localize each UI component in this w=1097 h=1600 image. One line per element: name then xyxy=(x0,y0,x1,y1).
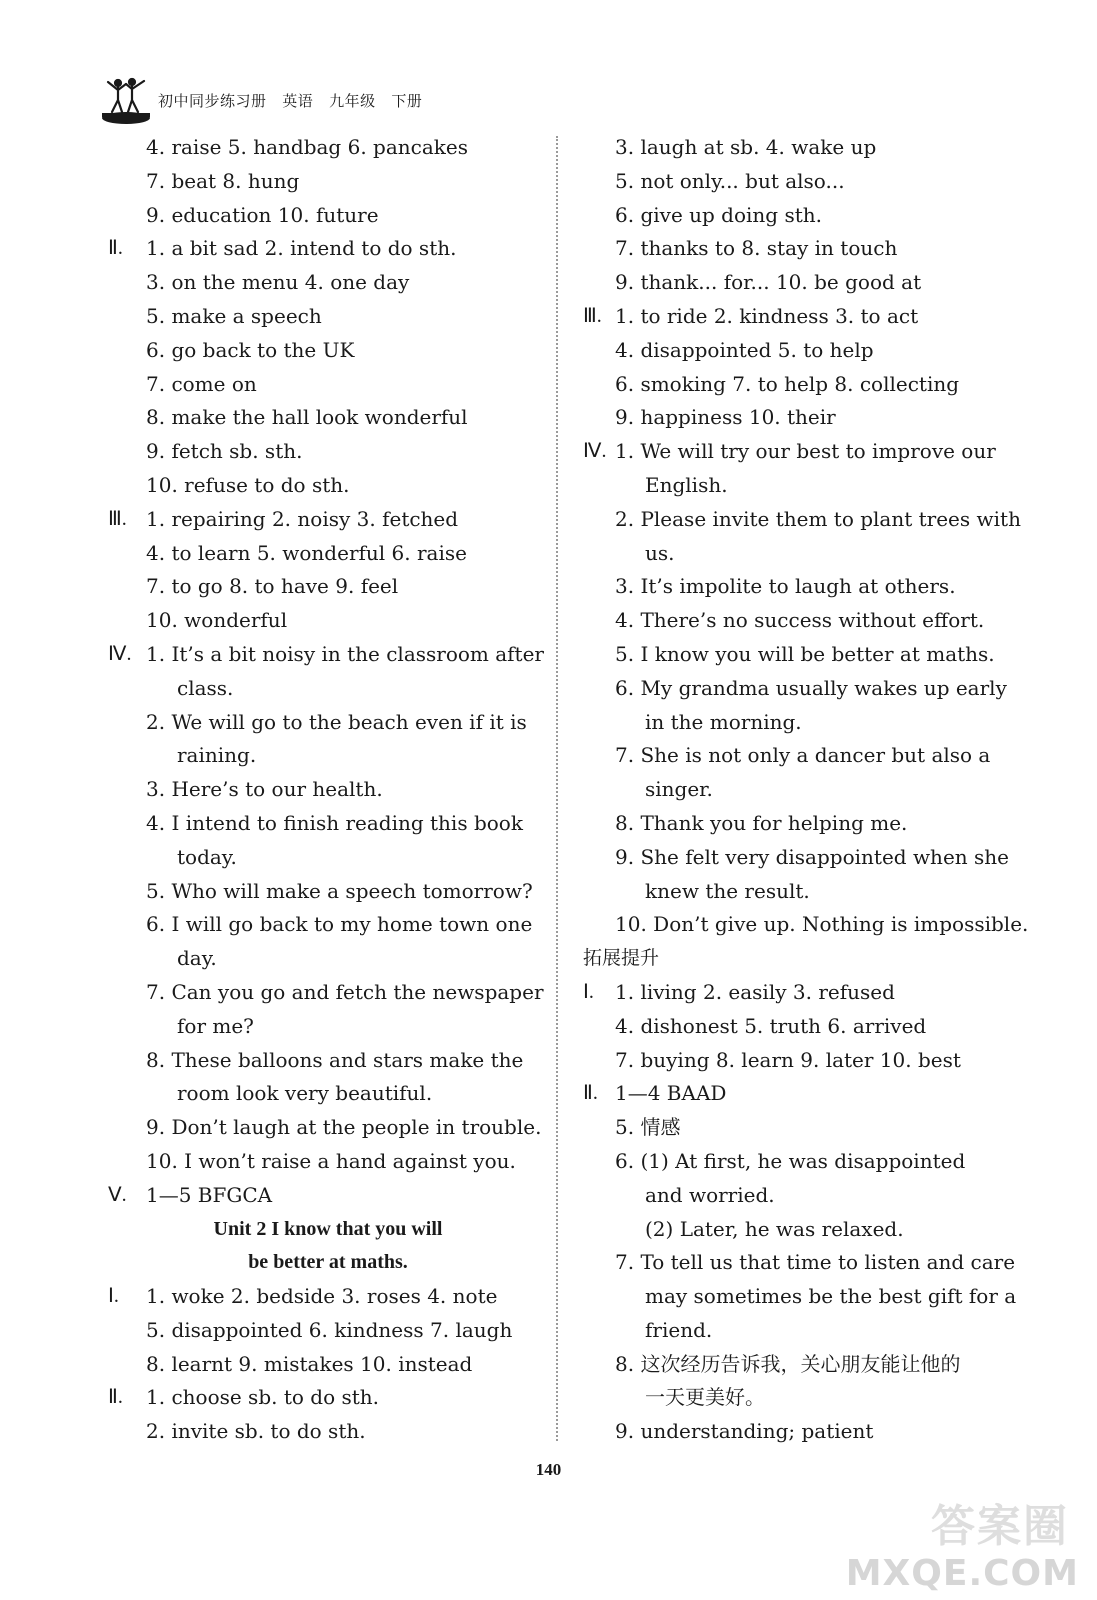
answer-line xyxy=(108,131,548,165)
answer-text: may sometimes be the best gift for a xyxy=(645,1284,1017,1309)
answer-line xyxy=(583,1314,1015,1348)
answer-text: 1—5 BFGCA xyxy=(146,1182,273,1207)
answer-line xyxy=(583,638,1015,672)
answer-text: 1. It’s a bit noisy in the classroom after xyxy=(146,641,544,666)
answer-line xyxy=(108,537,548,571)
answer-text: in the morning. xyxy=(645,709,802,734)
answer-line xyxy=(583,334,1015,368)
answer-text: singer. xyxy=(645,777,713,802)
answer-text: 7. Can you go and fetch the newspaper xyxy=(146,979,544,1004)
section-numeral: Ⅱ. xyxy=(583,1082,598,1105)
section-numeral: Ⅰ. xyxy=(108,1285,119,1308)
answer-line xyxy=(583,1280,1015,1314)
answer-line xyxy=(108,401,548,435)
answer-text: 9. She felt very disappointed when she xyxy=(615,844,1009,869)
answer-line xyxy=(108,232,548,266)
answer-line xyxy=(108,739,548,773)
section-numeral: Ⅰ. xyxy=(583,980,594,1003)
answer-line xyxy=(583,300,1015,334)
answer-text: 7. thanks to 8. stay in touch xyxy=(615,236,898,261)
answer-text: 1. choose sb. to do sth. xyxy=(146,1385,380,1410)
answer-line xyxy=(583,1348,1015,1382)
watermark-url: MXQE.COM xyxy=(845,1553,1079,1594)
answer-line xyxy=(583,131,1015,165)
answer-text: 10. I won’t raise a hand against you. xyxy=(146,1148,516,1173)
answer-text: 7. She is not only a dancer but also a xyxy=(615,743,991,768)
answer-text: 8. learnt 9. mistakes 10. instead xyxy=(146,1351,473,1376)
answer-text: 1. repairing 2. noisy 3. fetched xyxy=(146,506,459,531)
answer-line xyxy=(108,638,548,672)
answer-text: 4. I intend to finish reading this book xyxy=(146,810,523,835)
section-numeral: Ⅱ. xyxy=(108,237,123,260)
answer-text: 1. to ride 2. kindness 3. to act xyxy=(615,303,919,328)
answer-text: 2. We will go to the beach even if it is xyxy=(146,709,527,734)
answer-line xyxy=(583,1179,1015,1213)
answer-text: 7. come on xyxy=(146,371,257,396)
answer-line xyxy=(108,807,548,841)
answer-text: 8. 这次经历告诉我，关心朋友能让他的 xyxy=(615,1351,961,1376)
answer-line xyxy=(583,976,1015,1010)
answer-line xyxy=(108,435,548,469)
watermark-logo-text: 答案圈 xyxy=(931,1501,1069,1552)
answer-line xyxy=(108,1179,548,1213)
page-header xyxy=(100,76,520,126)
answer-text: 6. go back to the UK xyxy=(146,337,355,362)
answer-line xyxy=(583,1145,1015,1179)
section-numeral: Ⅴ. xyxy=(108,1183,127,1206)
section-heading xyxy=(583,942,1015,976)
unit-heading: Unit 2 I know that you will xyxy=(213,1217,443,1240)
answer-text: friend. xyxy=(645,1317,713,1342)
section-numeral: Ⅲ. xyxy=(108,507,127,530)
answer-text: 8. These balloons and stars make the xyxy=(146,1047,524,1072)
section-numeral: Ⅳ. xyxy=(583,440,607,463)
answer-text: 10. refuse to do sth. xyxy=(146,472,350,497)
answer-text: 6. give up doing sth. xyxy=(615,202,822,227)
answer-text: room look very beautiful. xyxy=(177,1081,433,1106)
answer-line xyxy=(108,604,548,638)
answer-text: English. xyxy=(645,472,728,497)
answer-line xyxy=(583,570,1015,604)
answer-text: 4. raise 5. handbag 6. pancakes xyxy=(146,135,468,159)
answer-line xyxy=(108,706,548,740)
answer-text: 3. It’s impolite to laugh at others. xyxy=(615,574,956,599)
answer-line xyxy=(108,1280,548,1314)
answer-line xyxy=(108,942,548,976)
answer-text: for me? xyxy=(177,1013,254,1038)
answer-line xyxy=(108,199,548,233)
answer-line xyxy=(108,300,548,334)
answer-line xyxy=(108,1314,548,1348)
answer-line xyxy=(583,537,1015,571)
answer-text: 5. 情感 xyxy=(615,1115,681,1140)
answer-text: 6. smoking 7. to help 8. collecting xyxy=(615,371,960,396)
answer-text: 2. invite sb. to do sth. xyxy=(146,1419,366,1444)
answer-line xyxy=(583,807,1015,841)
answer-line xyxy=(108,672,548,706)
answer-line xyxy=(583,773,1015,807)
answer-text: 7. beat 8. hung xyxy=(146,168,300,193)
answer-line xyxy=(108,334,548,368)
answer-line xyxy=(583,1044,1015,1078)
answer-line xyxy=(583,604,1015,638)
section-numeral: Ⅲ. xyxy=(583,304,602,327)
answer-line xyxy=(108,503,548,537)
answer-text: 10. Don’t give up. Nothing is impossible. xyxy=(615,912,1029,937)
answer-text: (2) Later, he was relaxed. xyxy=(645,1216,904,1241)
answer-line xyxy=(583,706,1015,740)
answer-line xyxy=(108,1415,548,1449)
logo-icon xyxy=(100,76,155,126)
answer-line xyxy=(583,266,1015,300)
answer-line xyxy=(583,368,1015,402)
answer-line xyxy=(108,773,548,807)
answer-line xyxy=(108,165,548,199)
answer-text: 9. thank... for... 10. be good at xyxy=(615,270,922,295)
answer-text: 3. laugh at sb. 4. wake up xyxy=(615,135,877,159)
answer-text: 1. We will try our best to improve our xyxy=(615,439,996,464)
answer-text: 1. a bit sad 2. intend to do sth. xyxy=(146,236,457,261)
answer-text: 8. Thank you for helping me. xyxy=(615,810,908,835)
answer-text: 6. My grandma usually wakes up early xyxy=(615,675,1007,700)
section-numeral: Ⅳ. xyxy=(108,642,132,665)
answer-line xyxy=(583,1111,1015,1145)
answer-text: 6. (1) At first, he was disappointed xyxy=(615,1148,966,1173)
answer-line xyxy=(108,976,548,1010)
answer-text: 9. education 10. future xyxy=(146,202,379,227)
answer-line xyxy=(108,1044,548,1078)
answer-text: 4. to learn 5. wonderful 6. raise xyxy=(146,540,467,565)
answer-line xyxy=(108,266,548,300)
answer-text: knew the result. xyxy=(645,878,810,903)
answer-line xyxy=(583,1077,1015,1111)
column-divider xyxy=(556,136,558,1441)
answer-line xyxy=(108,368,548,402)
answer-text: 3. on the menu 4. one day xyxy=(146,270,410,295)
answer-line xyxy=(108,1381,548,1415)
answer-line xyxy=(583,199,1015,233)
answer-line xyxy=(583,1213,1015,1247)
answer-line xyxy=(108,841,548,875)
answer-line xyxy=(583,435,1015,469)
answer-line xyxy=(583,232,1015,266)
answer-line xyxy=(583,841,1015,875)
answer-text: day. xyxy=(177,946,217,971)
section-title: 拓展提升 xyxy=(583,947,660,970)
left-column xyxy=(108,131,548,1449)
answer-line xyxy=(108,875,548,909)
answer-line xyxy=(108,570,548,604)
answer-text: 1—4 BAAD xyxy=(615,1081,727,1106)
answer-text: 5. not only... but also... xyxy=(615,168,845,193)
right-column xyxy=(583,131,1029,1449)
answer-text: 1. living 2. easily 3. refused xyxy=(615,979,895,1004)
answer-text: class. xyxy=(177,675,234,700)
answer-line xyxy=(583,469,1015,503)
watermark xyxy=(845,1490,1079,1594)
answer-text: 7. To tell us that time to listen and care xyxy=(615,1250,1016,1275)
answer-line xyxy=(583,739,1015,773)
answer-text: 6. I will go back to my home town one xyxy=(146,912,533,937)
answer-text: 4. dishonest 5. truth 6. arrived xyxy=(615,1013,927,1038)
answer-line xyxy=(583,1246,1015,1280)
answer-line xyxy=(108,1077,548,1111)
answer-line xyxy=(583,908,1029,942)
answer-text: 2. Please invite them to plant trees with xyxy=(615,506,1021,531)
answer-text: 7. buying 8. learn 9. later 10. best xyxy=(615,1047,961,1072)
answer-line xyxy=(108,1111,548,1145)
answer-line xyxy=(583,401,1015,435)
answer-line xyxy=(583,503,1021,537)
answer-text: 10. wonderful xyxy=(146,608,288,633)
answer-line xyxy=(583,1010,1015,1044)
answer-line xyxy=(583,875,1015,909)
answer-text: 1. woke 2. bedside 3. roses 4. note xyxy=(146,1284,498,1309)
answer-text: us. xyxy=(645,540,675,565)
section-numeral: Ⅱ. xyxy=(108,1386,123,1409)
answer-text: 9. understanding; patient xyxy=(615,1419,874,1444)
answer-line xyxy=(108,1145,548,1179)
page-number: 140 xyxy=(535,1460,562,1479)
answer-text: 4. There’s no success without effort. xyxy=(615,608,985,633)
answer-text: 5. make a speech xyxy=(146,303,322,328)
answer-text: 9. Don’t laugh at the people in trouble. xyxy=(146,1115,542,1140)
answer-text: raining. xyxy=(177,743,257,768)
answer-line xyxy=(583,1381,1015,1415)
unit-heading: be better at maths. xyxy=(248,1251,408,1274)
answer-text: 5. I know you will be better at maths. xyxy=(615,641,995,666)
answer-line xyxy=(583,165,1015,199)
answer-text: 4. disappointed 5. to help xyxy=(615,337,874,362)
answer-line xyxy=(108,1010,548,1044)
answer-text: 5. Who will make a speech tomorrow? xyxy=(146,878,533,903)
answer-text: and worried. xyxy=(645,1182,775,1207)
answer-text: 9. fetch sb. sth. xyxy=(146,439,303,464)
answer-text: 5. disappointed 6. kindness 7. laugh xyxy=(146,1317,513,1342)
answer-text: 8. make the hall look wonderful xyxy=(146,405,468,430)
answer-text: 一天更美好。 xyxy=(645,1385,765,1410)
answer-line xyxy=(108,1348,548,1382)
answer-line xyxy=(108,469,548,503)
header-title: 初中同步练习册 英语 九年级 下册 xyxy=(158,92,423,110)
answer-line xyxy=(108,908,548,942)
answer-text: 7. to go 8. to have 9. feel xyxy=(146,574,399,599)
answer-text: today. xyxy=(177,844,237,869)
answer-text: 3. Here’s to our health. xyxy=(146,777,383,802)
answer-line xyxy=(583,1415,1015,1449)
answer-line xyxy=(583,672,1015,706)
answer-text: 9. happiness 10. their xyxy=(615,405,836,430)
